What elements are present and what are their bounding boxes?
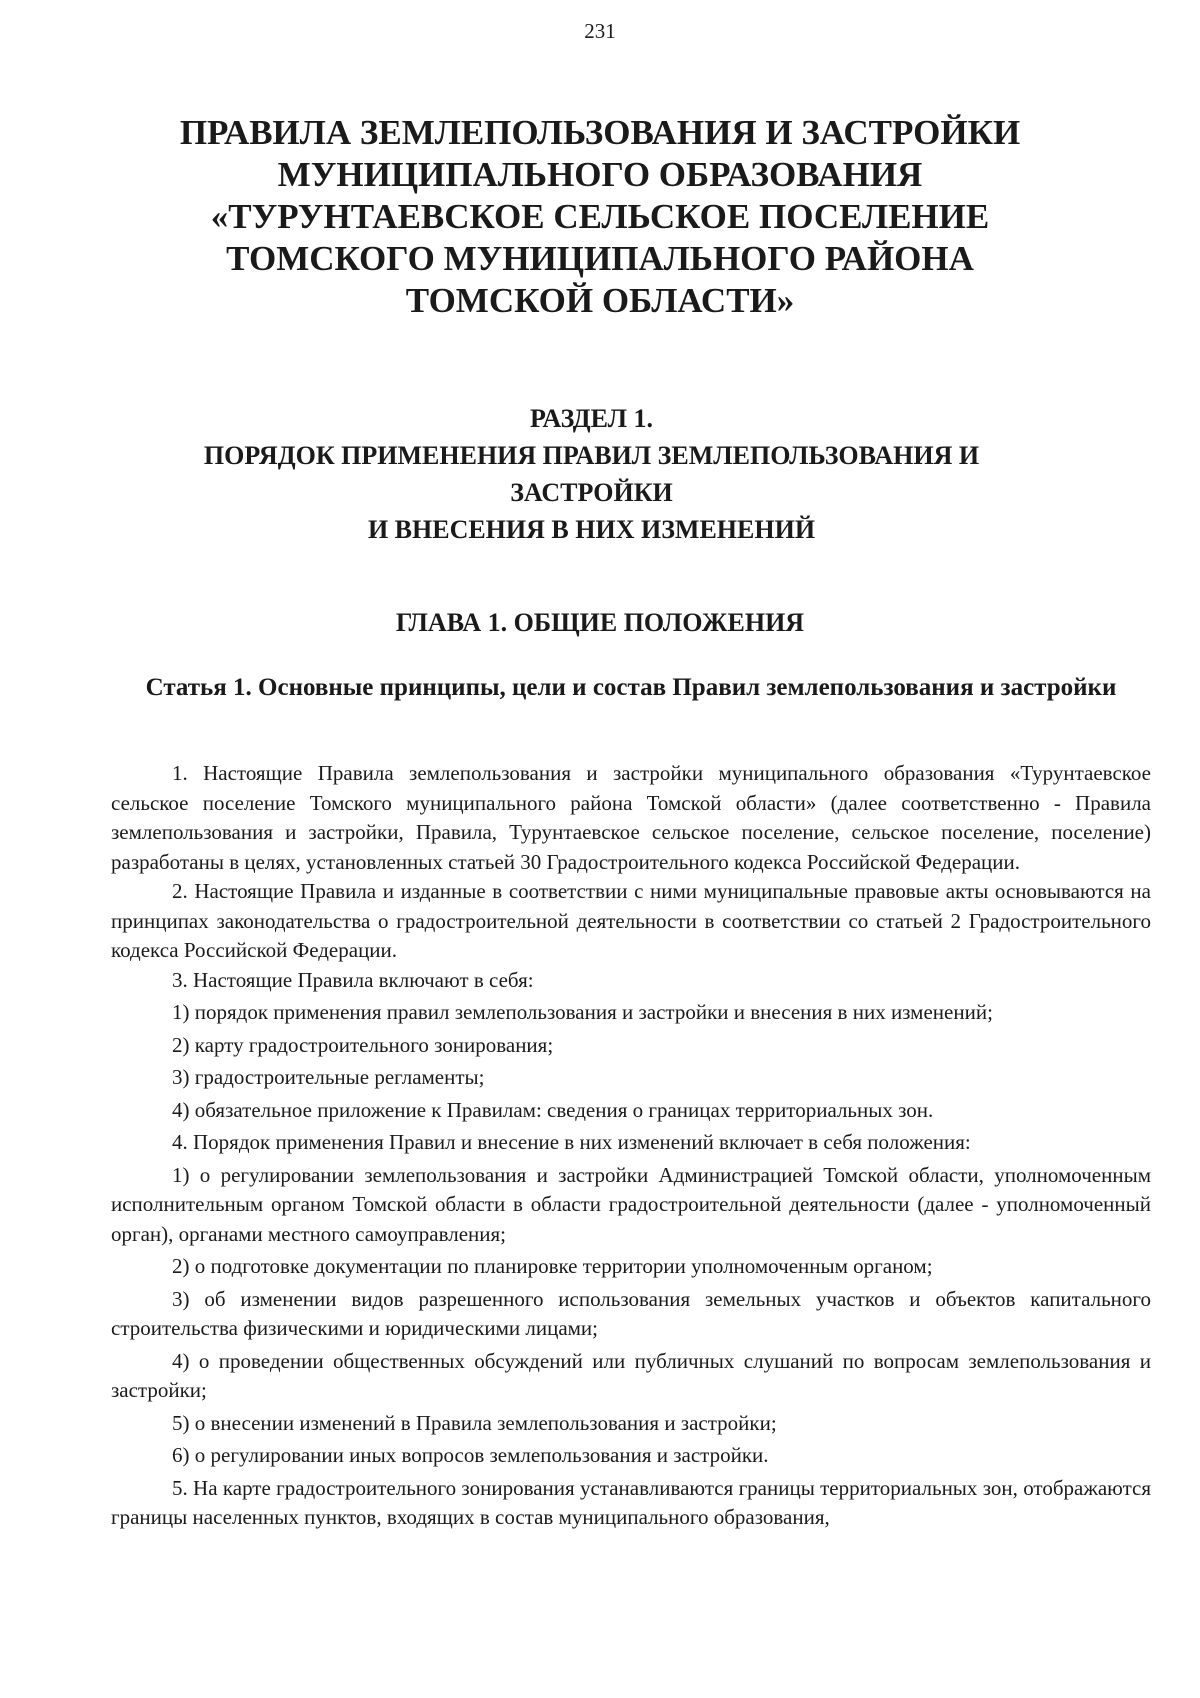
document-title [0, 112, 1200, 322]
title-line: «ТУРУНТАЕВСКОЕ СЕЛЬСКОЕ ПОСЕЛЕНИЕ [210, 197, 990, 236]
section-line: И ВНЕСЕНИЯ В НИХ ИЗМЕНЕНИЙ [367, 515, 816, 544]
title-line: ПРАВИЛА ЗЕМЛЕПОЛЬЗОВАНИЯ И ЗАСТРОЙКИ [179, 113, 1021, 152]
title-line: ТОМСКОЙ ОБЛАСТИ» [405, 281, 795, 320]
paragraph: 3. Настоящие Правила включают в себя: [172, 967, 534, 992]
list-item: 3) об изменении видов разрешенного использования земельных участков и объектов капитального строительства физическими и юридическими лицами; [111, 1286, 1151, 1340]
paragraph: 5. На карте градостроительного зонирования устанавливаются границы территориальных зон, отображаются границы населенных пунктов, входящих в состав муниципального образования, [111, 1475, 1151, 1529]
title-line: ТОМСКОГО МУНИЦИПАЛЬНОГО РАЙОНА [226, 239, 974, 278]
paragraph: 1. Настоящие Правила землепользования и застройки муниципального образования «Турунтаевское сельское поселение Томского муниципального района Томской области» (далее соответственно - Правила землепользования и застройки, Правила, Турунтаевское сельское поселение, сельское поселение, поселение) разработаны в целях, установленных статьей 30 Градостроительного кодекса Российской Федерации. [111, 761, 1151, 874]
list-item: 1) о регулировании землепользования и застройки Администрацией Томской области, уполномоченным исполнительным органом Томской области в области градостроительной деятельности (далее - уполномоченный орган), органами местного самоуправления; [111, 1162, 1151, 1246]
list-item: 1) порядок применения правил землепользования и застройки и внесения в них изменений; [172, 1000, 993, 1024]
list-item: 6) о регулировании иных вопросов землепользования и застройки. [172, 1443, 769, 1467]
list-item: 2) о подготовке документации по планировке территории уполномоченным органом; [172, 1254, 933, 1278]
section-line: ПОРЯДОК ПРИМЕНЕНИЯ ПРАВИЛ ЗЕМЛЕПОЛЬЗОВАНИЯ И [203, 441, 980, 470]
list-item: 4) обязательное приложение к Правилам: сведения о границах территориальных зон. [172, 1097, 934, 1122]
list-item: 3) градостроительные регламенты; [172, 1065, 485, 1089]
section-heading [111, 400, 1072, 548]
list-item: 4) о проведении общественных обсуждений или публичных слушаний по вопросам землепользования и застройки; [111, 1348, 1151, 1402]
list-item: 2) карту градостроительного зонирования; [172, 1032, 554, 1057]
article-heading: Статья 1. Основные принципы, цели и состав Правил землепользования и застройки [145, 674, 1117, 701]
paragraph: 2. Настоящие Правила и изданные в соответствии с ними муниципальные правовые акты основываются на принципах законодательства о градостроительной деятельности в соответствии со статьей 2 Градостроительного кодекса Российской Федерации. [111, 879, 1151, 962]
section-line: ЗАСТРОЙКИ [510, 478, 673, 507]
title-line: МУНИЦИПАЛЬНОГО ОБРАЗОВАНИЯ [277, 155, 923, 194]
document-body [111, 759, 1151, 1533]
page-number: 231 [584, 19, 616, 43]
chapter-heading: ГЛАВА 1. ОБЩИЕ ПОЛОЖЕНИЯ [395, 608, 805, 637]
section-line: РАЗДЕЛ 1. [529, 404, 654, 433]
paragraph: 4. Порядок применения Правил и внесение в них изменений включает в себя положения: [172, 1130, 971, 1154]
list-item: 5) о внесении изменений в Правила землепользования и застройки; [172, 1410, 777, 1435]
